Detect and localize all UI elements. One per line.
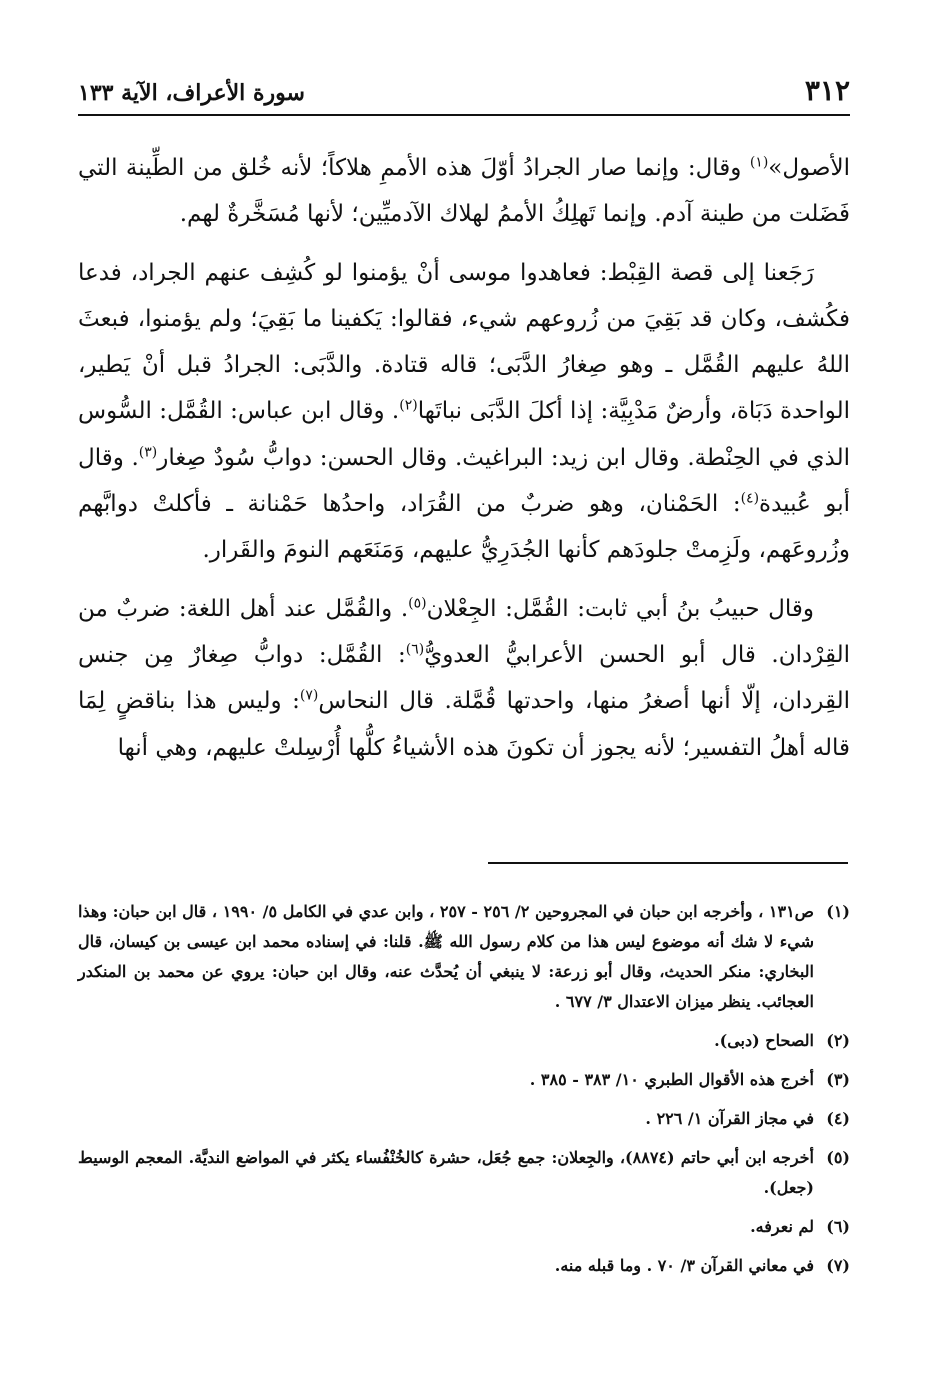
main-text — [78, 145, 850, 771]
footnote-text: ص١٣١ ، وأخرجه ابن حبان في المجروحين ٢/ ٢٥٦ - ٢٥٧ ، وابن عدي في الكامل ٥/ ١٩٩٠ ، قال ابن حبان: وهذا شيء لا شك أنه موضوع ليس هذا من كلام رسول الله ﷺ. قلنا: في إسناده محمد ابن عيسى بن كيسان، قال البخاري: منكر الحديث، وقال أبو زرعة: لا ينبغي أن يُحدَّث عنه، وقال ابن حبان: يروي عن محمد بن المنكدر العجائب. ينظر ميزان الاعتدال ٣/ ٦٧٧ . — [78, 902, 815, 1011]
footnote-ref: (٢) — [399, 397, 418, 414]
paragraph-text: وقال: وإنما صار الجرادُ أوّلَ هذه الأممِ هلاكاً؛ لأنه خُلق من الطِّينة التي فَضَلت من طينة آدم. وإنما تَهلِكُ الأممُ لهلاك الآدميِّين؛ لأنها مُسَخَّرةٌ لهم. — [78, 155, 850, 228]
footnote-item — [78, 1104, 850, 1134]
footnote-item — [78, 1251, 850, 1281]
paragraph-text: : الحَمْنان، وهو ضربٌ من القُرَاد، واحدُها حَمْنانة ـ فأكلتْ دوابَّهم وزُروعَهم، ولَزِمتْ جلودَهم كأنها الجُدَرِيُّ عليهم، وَمَنَعَهم النومَ والقَرار. — [78, 491, 850, 564]
paragraph-1 — [78, 145, 850, 238]
header-rule — [78, 114, 850, 116]
paragraph-text: الأصول» — [768, 155, 850, 181]
paragraph-text: : وليس هذا بناقضٍ لِمَا قاله أهلُ التفسير؛ لأنه يجوز أن تكونَ هذه الأشياءُ كلُّها أُرْسِلتْ عليهم، وهي أنها — [78, 688, 850, 761]
page-header — [78, 70, 850, 108]
footnote-ref: (٣) — [138, 444, 158, 461]
footnote-text: أخرج هذه الأقوال الطبري ١٠/ ٣٨٣ - ٣٨٥ . — [529, 1070, 814, 1089]
footnote-number: (٦) — [826, 1217, 850, 1236]
paragraph-3 — [78, 586, 850, 771]
paragraph-text: : القُمَّل: دوابُّ صِغارٌ مِن جنس القِردان، إلّا أنها أصغرُ منها، واحدتها قُمَّلة. قال النحاس — [78, 641, 850, 715]
footnote-separator — [488, 862, 848, 864]
footnote-ref: (٥) — [408, 595, 427, 612]
paragraph-2 — [78, 250, 850, 574]
footnote-text: الصحاح (دبى). — [714, 1031, 814, 1050]
footnote-number: (٣) — [826, 1070, 850, 1089]
paragraph-text: رَجَعنا إلى قصة القِبْط: فعاهدوا موسى أنْ يؤمنوا لو كُشِف عنهم الجراد، فدعا فكُشف، وكان قد بَقِيَ من زُروعهم شيء، فقالوا: يَكفينا ما بَقِيَ؛ ولم يؤمنوا، فبعثَ اللهُ عليهم القُمَّل ـ وهو صِغارُ الدَّبَى؛ قاله قتادة. والدَّبَى: الجرادُ قبل أنْ يَطير، الواحدة دَبَاة، وأرضٌ مَدْبِيَّة: إذا أكلَ الدَّبَى نباتَها — [78, 259, 851, 425]
footnote-ref: (٦) — [405, 641, 425, 658]
footnote-ref: (١) — [749, 154, 769, 171]
footnote-item — [78, 1212, 850, 1242]
paragraph-text: . وقال أبو عُبيدة — [78, 444, 850, 518]
running-title: سورة الأعراف، الآية ١٣٣ — [78, 80, 305, 106]
footnote-item — [78, 1026, 850, 1056]
footnote-item — [78, 1065, 850, 1095]
footnote-ref: (٤) — [740, 490, 760, 507]
footnote-item — [78, 897, 850, 1017]
footnote-text: أخرجه ابن أبي حاتم (٨٨٧٤)، والجِعلان: جمع جُعَل، حشرة كالخُنْفُساء يكثر في المواضع النديَّة. المعجم الوسيط (جعل). — [78, 1148, 815, 1197]
footnote-text: في مجاز القرآن ١/ ٢٢٦ . — [645, 1109, 814, 1128]
footnote-ref: (٧) — [299, 687, 319, 704]
footnote-text: في معاني القرآن ٣/ ٧٠ . وما قبله منه. — [554, 1256, 814, 1275]
footnote-number: (١) — [826, 902, 850, 921]
footnote-number: (٤) — [826, 1109, 850, 1128]
footnote-number: (٥) — [826, 1148, 850, 1167]
footnotes — [78, 897, 850, 1290]
page-number: ٣١٢ — [804, 74, 850, 107]
paragraph-text: . وقال ابن عباس: القُمَّل: السُّوس الذي في الحِنْطة. وقال ابن زيد: البراغيث. وقال الحسن: دوابُّ سُودٌ صِغار — [78, 398, 850, 471]
footnote-number: (٢) — [826, 1031, 850, 1050]
paragraph-text: وقال حبيبُ بنُ أبي ثابت: القُمَّل: الجِعْلان — [426, 595, 814, 622]
footnote-number: (٧) — [826, 1256, 850, 1275]
footnote-text: لم نعرفه. — [750, 1217, 814, 1236]
paragraph-text: . والقُمَّل عند أهل اللغة: ضربٌ من القِرْدان. قال أبو الحسن الأعرابيُّ العدويُّ — [78, 595, 850, 668]
footnote-item — [78, 1143, 850, 1203]
